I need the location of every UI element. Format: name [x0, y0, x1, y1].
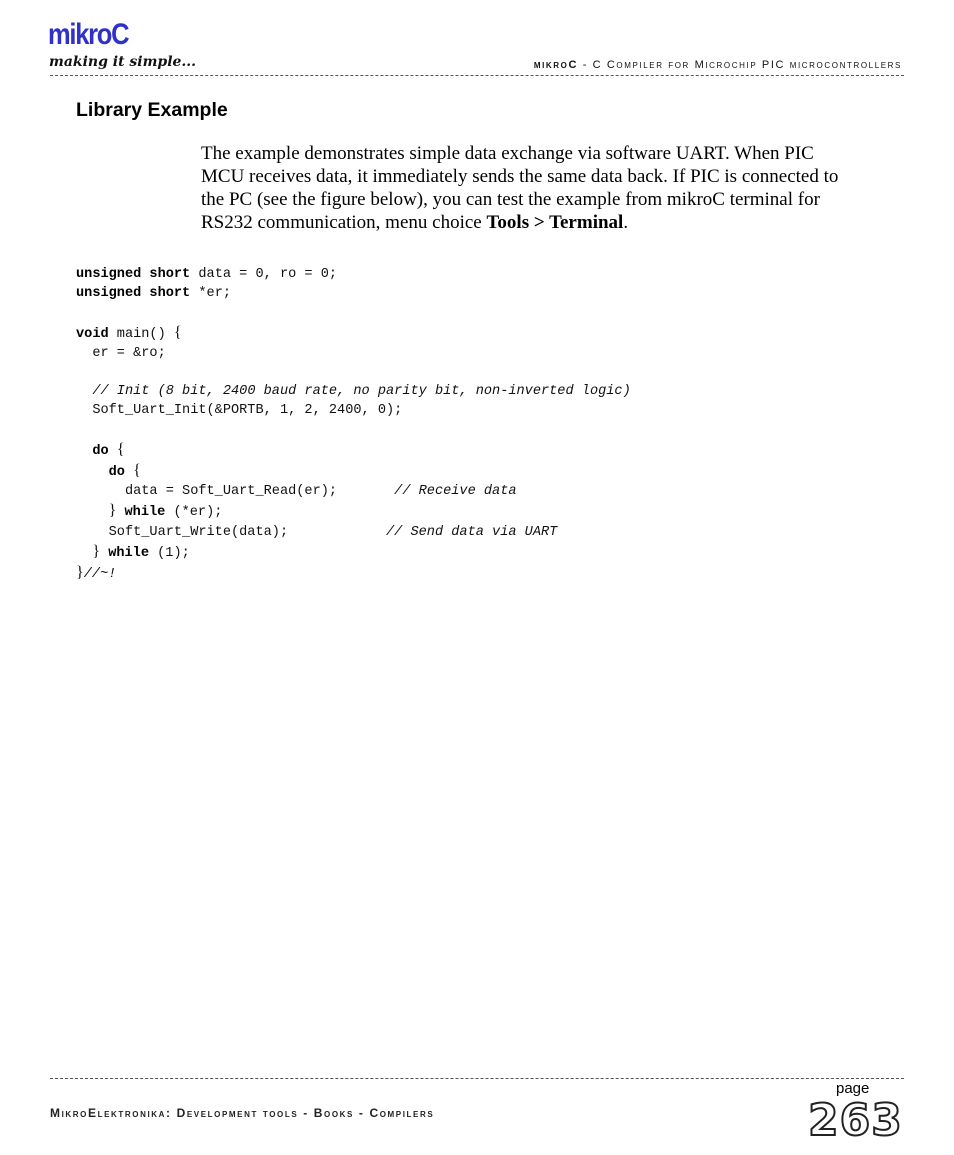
- header-title-rest: - C Compiler for Microchip PIC microcontrollers: [578, 59, 902, 71]
- code-text: Soft_Uart_Init(&PORTB, 1, 2, 2400, 0);: [76, 403, 403, 419]
- code-brace: }: [92, 542, 101, 560]
- code-listing: [76, 265, 631, 584]
- menu-path: Tools > Terminal: [486, 212, 624, 233]
- code-keyword: while: [108, 545, 149, 561]
- header-divider: [50, 75, 904, 76]
- code-comment: // Receive data: [394, 484, 517, 500]
- tagline: making it simple...: [49, 54, 197, 70]
- code-brace: }: [108, 502, 117, 520]
- code-keyword: unsigned short: [76, 267, 191, 282]
- intro-end: .: [623, 212, 629, 233]
- mikroc-logo: mikroC: [48, 18, 129, 51]
- code-brace: }: [76, 564, 84, 582]
- code-keyword: do: [92, 443, 109, 459]
- code-keyword: unsigned short: [76, 286, 191, 302]
- code-text: data = Soft_Uart_Read(er);: [76, 484, 395, 500]
- code-comment: //~!: [83, 567, 117, 583]
- code-text: *er;: [190, 286, 232, 302]
- footer-divider: [50, 1078, 904, 1079]
- code-text: er = &ro;: [76, 345, 166, 361]
- code-text: data = 0, ro = 0;: [190, 267, 338, 282]
- code-brace: {: [116, 440, 125, 458]
- footer-publisher: MikroElektronika: Development tools - Books - Compilers: [50, 1106, 435, 1120]
- code-brace: {: [173, 323, 182, 341]
- header-title-brand: mikroC: [533, 59, 579, 71]
- header-title: [534, 59, 902, 71]
- code-keyword: while: [124, 505, 166, 521]
- code-text: main(): [108, 326, 174, 342]
- section-heading: Library Example: [76, 99, 228, 121]
- code-comment: // Init (8 bit, 2400 baud rate, no parity bit, non-inverted logic): [92, 384, 631, 400]
- code-text: (1);: [148, 545, 190, 561]
- code-text: (*er);: [165, 505, 223, 521]
- code-keyword: void: [76, 326, 109, 342]
- code-text: Soft_Uart_Write(data);: [76, 524, 386, 540]
- page-number: 263: [808, 1095, 903, 1146]
- code-keyword: do: [108, 465, 125, 481]
- intro-text: The example demonstrates simple data exchange via software UART. When PIC MCU receives data, it immediately sends the same data back. If PIC is connected to the PC (see the figure below), you can test the example from mikroC terminal for RS232 communication, menu choice: [201, 143, 839, 233]
- intro-paragraph: [201, 142, 851, 234]
- code-brace: {: [133, 462, 141, 480]
- page-label: page: [836, 1080, 870, 1097]
- code-comment: // Send data via UART: [386, 524, 558, 540]
